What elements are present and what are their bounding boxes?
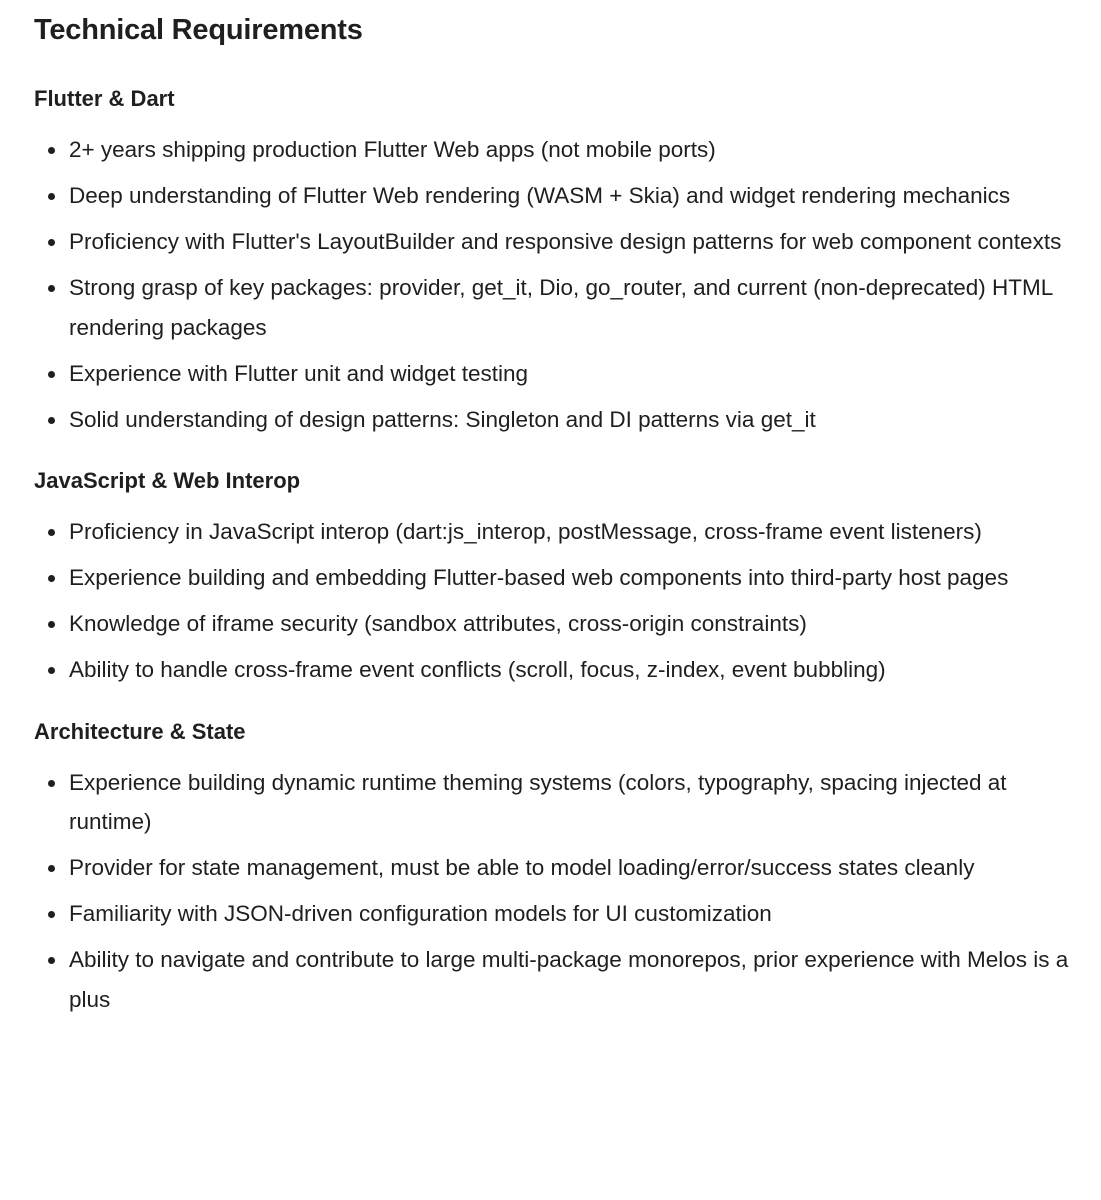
- section-heading: Flutter & Dart: [34, 86, 175, 111]
- bullet-icon: [48, 621, 55, 628]
- list-item-text: Deep understanding of Flutter Web rendering (WASM + Skia) and widget rendering mechanics: [69, 183, 1011, 208]
- section-heading: JavaScript & Web Interop: [34, 468, 301, 493]
- bullet-icon: [48, 575, 55, 582]
- list-item: [34, 848, 1077, 888]
- list-item-text: Ability to navigate and contribute to large multi-package monorepos, prior experience with Melos is a plus: [69, 947, 1069, 1012]
- list-item-text: Proficiency in JavaScript interop (dart:js_interop, postMessage, cross-frame event listeners): [69, 519, 982, 544]
- list-item-text: Experience with Flutter unit and widget testing: [69, 360, 528, 386]
- bullet-icon: [48, 911, 55, 918]
- list-item-text: Ability to handle cross-frame event conflicts (scroll, focus, z-index, event bubbling): [69, 657, 886, 682]
- list-item-text: Provider for state management, must be able to model loading/error/success states cleanly: [69, 855, 975, 880]
- bullet-icon: [48, 193, 55, 200]
- list-item-text: Experience building and embedding Flutter-based web components into third-party host pages: [69, 565, 1009, 590]
- list-item-text: Proficiency with Flutter's LayoutBuilder and responsive design patterns for web component contexts: [69, 229, 1062, 254]
- requirements-list: [34, 130, 1077, 439]
- list-item: [34, 894, 1077, 934]
- list-item: [34, 512, 1077, 552]
- section-heading: Architecture & State: [34, 718, 246, 744]
- requirements-list: [34, 763, 1077, 1020]
- bullet-icon: [48, 285, 55, 292]
- list-item: [34, 222, 1077, 262]
- page-title: Technical Requirements: [34, 14, 363, 46]
- list-item: [34, 604, 1077, 644]
- list-item-text: Knowledge of iframe security (sandbox attributes, cross-origin constraints): [69, 611, 807, 636]
- bullet-icon: [48, 371, 55, 378]
- list-item-text: Strong grasp of key packages: provider, get_it, Dio, go_router, and current (non-deprecated) HTML rendering packages: [69, 275, 1053, 340]
- list-item: [34, 650, 1077, 690]
- list-item: [34, 558, 1077, 598]
- requirements-list: [34, 512, 1077, 690]
- list-item-text: 2+ years shipping production Flutter Web apps (not mobile ports): [69, 137, 716, 162]
- bullet-icon: [48, 417, 55, 424]
- bullet-icon: [48, 239, 55, 246]
- list-item: [34, 400, 1077, 440]
- bullet-icon: [48, 667, 55, 674]
- bullet-icon: [48, 529, 55, 536]
- list-item: [34, 268, 1077, 347]
- list-item: [34, 763, 1077, 842]
- bullet-icon: [48, 780, 55, 787]
- list-item: [34, 130, 1077, 170]
- list-item-text: Familiarity with JSON-driven configuration models for UI customization: [69, 901, 772, 926]
- bullet-icon: [48, 865, 55, 872]
- list-item: [34, 176, 1077, 216]
- section-javascript-web-interop: [34, 466, 1077, 690]
- section-flutter-dart: [34, 84, 1077, 439]
- bullet-icon: [48, 957, 55, 964]
- list-item: [34, 940, 1077, 1019]
- list-item-text: Experience building dynamic runtime theming systems (colors, typography, spacing injected at runtime): [69, 769, 1007, 834]
- bullet-icon: [48, 147, 55, 154]
- section-architecture-state: [34, 717, 1077, 1020]
- list-item-text: Solid understanding of design patterns: Singleton and DI patterns via get_it: [69, 406, 816, 432]
- list-item: [34, 354, 1077, 394]
